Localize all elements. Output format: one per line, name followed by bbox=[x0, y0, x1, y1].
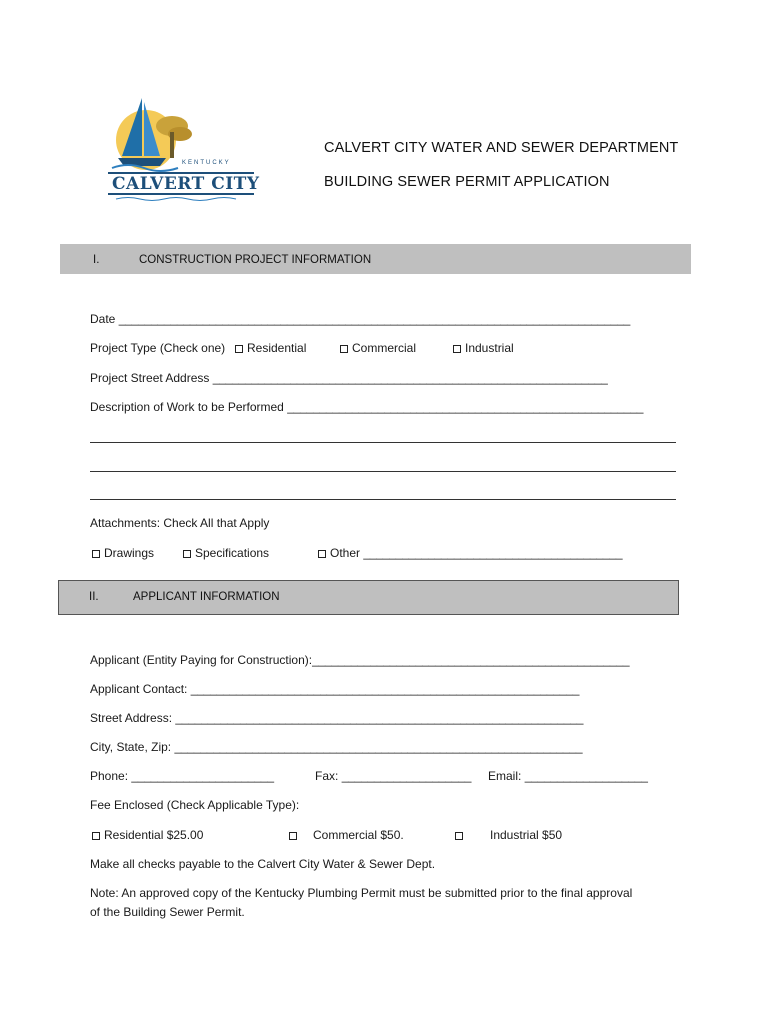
fee-commercial-checkbox[interactable] bbox=[289, 832, 297, 840]
street-address-label: Street Address: bbox=[90, 711, 173, 725]
commercial-label: Commercial bbox=[352, 341, 417, 355]
other-label: Other bbox=[330, 546, 361, 560]
project-street-field[interactable]: Project Street Address _____________________________________________________________ bbox=[90, 371, 608, 385]
section-2-number: II. bbox=[89, 591, 99, 603]
fee-industrial-option[interactable] bbox=[455, 828, 562, 842]
calvert-city-logo bbox=[108, 96, 258, 202]
description-line-3[interactable] bbox=[90, 499, 676, 500]
project-type-row bbox=[90, 341, 225, 355]
fee-commercial-option[interactable] bbox=[289, 828, 404, 842]
description-line-1[interactable] bbox=[90, 442, 676, 443]
industrial-checkbox[interactable] bbox=[453, 345, 461, 353]
project-type-label: Project Type (Check one) bbox=[90, 341, 226, 355]
phone-label: Phone: bbox=[90, 769, 129, 783]
specifications-label: Specifications bbox=[195, 546, 270, 560]
date-field[interactable]: Date _______________________________________________________________________________ bbox=[90, 312, 631, 326]
commercial-option[interactable] bbox=[340, 341, 416, 355]
project-street-label: Project Street Address bbox=[90, 371, 210, 385]
applicant-contact-field[interactable]: Applicant Contact: ____________________________________________________________ bbox=[90, 682, 580, 696]
street-address-field[interactable]: Street Address: _______________________________________________________________ bbox=[90, 711, 584, 725]
description-label: Description of Work to be Performed bbox=[90, 400, 284, 414]
permit-note-line-1: Note: An approved copy of the Kentucky Plumbing Permit must be submitted prior to the final approval bbox=[90, 886, 633, 900]
description-line-2[interactable] bbox=[90, 471, 676, 472]
logo-state-text: KENTUCKY bbox=[182, 160, 231, 166]
section-2-title: APPLICANT INFORMATION bbox=[133, 591, 280, 603]
logo-city-text: CALVERT CITY bbox=[112, 174, 260, 194]
other-checkbox[interactable] bbox=[318, 550, 326, 558]
residential-label: Residential bbox=[247, 341, 307, 355]
fee-label: Fee Enclosed (Check Applicable Type): bbox=[90, 798, 300, 812]
fee-industrial-checkbox[interactable] bbox=[455, 832, 463, 840]
other-option[interactable]: Other ________________________________________ bbox=[318, 546, 622, 560]
city-state-zip-field[interactable]: City, State, Zip: _______________________________________________________________ bbox=[90, 740, 583, 754]
drawings-label: Drawings bbox=[104, 546, 155, 560]
fax-field[interactable]: Fax: ____________________ bbox=[315, 769, 472, 783]
section-1-number: I. bbox=[93, 254, 100, 266]
fee-residential-checkbox[interactable] bbox=[92, 832, 100, 840]
specifications-checkbox[interactable] bbox=[183, 550, 191, 558]
residential-checkbox[interactable] bbox=[235, 345, 243, 353]
phone-field[interactable]: Phone: ______________________ bbox=[90, 769, 274, 783]
drawings-option[interactable] bbox=[92, 546, 154, 560]
fee-industrial-label: Industrial $50 bbox=[490, 828, 563, 842]
form-title: BUILDING SEWER PERMIT APPLICATION bbox=[324, 174, 610, 190]
fee-residential-label: Residential $25.00 bbox=[104, 828, 204, 842]
industrial-option[interactable] bbox=[453, 341, 514, 355]
email-label: Email: bbox=[488, 769, 522, 783]
applicant-field[interactable]: Applicant (Entity Paying for Construction):_________________________________________________ bbox=[90, 653, 630, 667]
fax-label: Fax: bbox=[315, 769, 339, 783]
fee-commercial-label: Commercial $50. bbox=[313, 828, 404, 842]
residential-option[interactable] bbox=[235, 341, 306, 355]
applicant-contact-label: Applicant Contact: bbox=[90, 682, 188, 696]
commercial-checkbox[interactable] bbox=[340, 345, 348, 353]
applicant-label: Applicant (Entity Paying for Construction): bbox=[90, 653, 313, 667]
date-label: Date bbox=[90, 312, 116, 326]
city-state-zip-label: City, State, Zip: bbox=[90, 740, 172, 754]
department-title: CALVERT CITY WATER AND SEWER DEPARTMENT bbox=[324, 140, 679, 156]
section-1-header bbox=[60, 244, 691, 274]
fee-residential-option[interactable] bbox=[92, 828, 203, 842]
section-2-header bbox=[58, 580, 679, 615]
section-1-title: CONSTRUCTION PROJECT INFORMATION bbox=[139, 254, 372, 266]
permit-note-line-2: of the Building Sewer Permit. bbox=[90, 905, 245, 919]
checks-payable-note: Make all checks payable to the Calvert City Water & Sewer Dept. bbox=[90, 857, 436, 871]
specifications-option[interactable] bbox=[183, 546, 269, 560]
description-field[interactable]: Description of Work to be Performed _______________________________________________________ bbox=[90, 400, 644, 414]
email-field[interactable]: Email: ___________________ bbox=[488, 769, 648, 783]
drawings-checkbox[interactable] bbox=[92, 550, 100, 558]
attachments-label: Attachments: Check All that Apply bbox=[90, 516, 270, 530]
industrial-label: Industrial bbox=[465, 341, 514, 355]
